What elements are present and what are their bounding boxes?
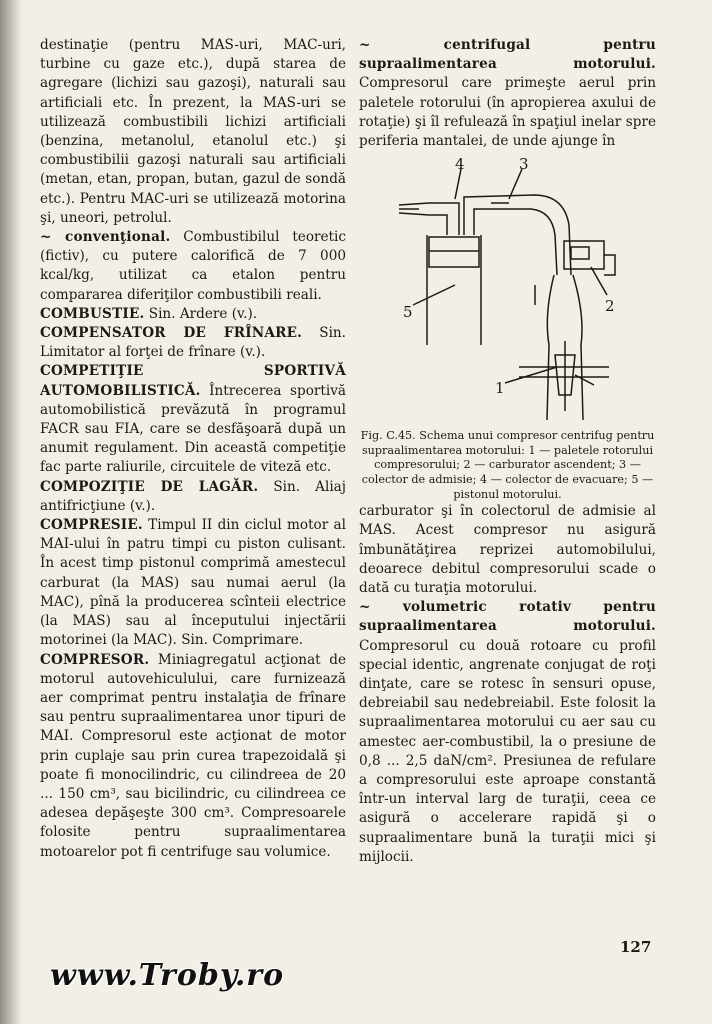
entry-text: Sin. Ardere (v.). [144,305,258,322]
entry-text: Sin. Limitator al forţei de frînare (v.). [40,325,346,361]
exhaust-manifold-pipe [399,213,447,235]
entry-term: COMPRESIE. [40,517,143,534]
figure-caption: Fig. C.45. Schema unui compresor centrifug pentru supraalimentarea motorului: 1 — paletele rotorului compresorului; 2 — carburator ascendent; 3 — colector de admisie; 4 — colector de evacuare; 5 — pistonul motorului. [360,429,655,501]
label-1-leader [505,367,557,383]
entry-compresie [40,516,346,650]
entry-text: Combustibilul teoretic (fictiv), cu putere calorifică de 7 000 kcal/kg, utilizat ca etalon pentru compararea diferiţilor combustibili reali. [40,229,346,303]
page-gutter-shadow [0,0,22,1024]
entry-term: COMPETIŢIE SPORTIVĂ AUTOMOBILISTICĂ. [40,363,346,399]
entry-text: Compresorul cu două rotoare cu profil special identic, angrenate conjugat de roţi dinţate, care se rotesc în sensuri opuse, debreiabil sau nedebreiabil. Este folosit la supraalimentarea motorului cu aer sau cu amestec aer-combustibil, la o presiune de 0,8 ... 2,5 daN/cm². Presiunea de refulare a compresorului este aproape constantă într-un interval larg de turaţii, ceea ce asigură o accelerare rapidă şi o supraalimentare bună la turaţii mici şi mijlocii. [359,637,656,865]
entry-term: ~ volumetric rotativ pentru supraalimentarea motorului. [359,599,656,635]
entry-conventional [40,228,346,305]
carburetor-inlet [604,255,615,275]
entry-term: COMBUSTIE. [40,305,145,322]
entry-term: COMPRESOR. [40,651,150,668]
entry-text: Miniagregatul acţionat de motorul autovehiculului, care furnizează aer comprimat pentru instalaţia de frînare sau pentru supraalimentarea unor tipuri de MAI. Compresorul este acţionat de motor prin cuplaje sau prin curea trapezoidală şi poate fi monocilindric, cu cilindreea de 20 ... 150 cm³, sau bicilindric, cu cilindreea ce adesea depăşeşte 300 cm³. Compresoarele folosite pentru supraalimentarea motoarelor pot fi centrifuge sau volumice. [40,651,346,860]
entry-volumetric [359,598,656,867]
figure-label-5: 5 [403,303,413,322]
figure-label-2: 2 [605,297,615,316]
site-watermark: www.Troby.ro [50,958,285,993]
entry-term: COMPOZIŢIE DE LAGĂR. [40,478,259,495]
entry-compresor [40,651,346,862]
entry-text: Sin. Aliaj antifricţiune (v.). [40,478,346,514]
compressor-housing-right [573,275,583,420]
right-column [359,36,656,867]
entry-centrifugal [359,36,656,151]
entry-combustie [40,305,346,324]
label-5-leader [413,285,455,305]
entry-compozitie [40,478,346,516]
exhaust-manifold-pipe-outer [399,203,459,235]
entry-competitie [40,362,346,477]
label-2-leader [591,267,607,295]
entry-centrifugal-continuation: carburator şi în colectorul de admisie al MAS. Acest compresor nu asigură îmbunătăţirea reprizei automobilului, deoarece debitul compresorului scade o dată cu turaţia motorului. [359,503,656,596]
label-3-leader [509,169,522,199]
entry-term: ~ centrifugal pentru supraalimentarea motorului. [359,37,656,73]
compressor-schematic-figure [359,155,656,427]
entry-text: Timpul II din ciclul motor al MAI-ului în patru timpi cu piston culisant. În acest timp pistonul comprimă amestecul carburat (la MAS) sau numai aerul (la MAC), pînă la producerea scînteii electrice (la MAS) sau al începutului injectării motorinei (la MAC). Sin. Comprimare. [40,517,346,649]
entry-compensator [40,324,346,362]
compressor-housing-left [547,275,554,420]
page-number: 127 [620,938,652,956]
figure-label-4: 4 [455,155,465,174]
label-4-leader [455,169,461,199]
intake-manifold-pipe-inner [474,209,557,275]
paragraph-combustibil-continuation: destinaţie (pentru MAS-uri, MAC-uri, turbine cu gaze etc.), după starea de agregare (lichizi sau gazoşi), naturali sau artificiali etc. În prezent, la MAS-uri se utilizează combustibili lichizi artificiali (benzina, metanolul, etanolul etc.) şi combustibilii gazoşi naturali sau artificiali (metan, etan, propan, butan, gazul de sondă etc.). Pentru MAC-uri se utilizează motorina şi, uneori, petrolul. [40,37,346,226]
left-column [40,36,346,862]
figure-label-1: 1 [495,379,505,398]
entry-text: Compresorul care primeşte aerul prin paletele rotorului (în apropierea axului de rotaţie) şi îl refulează în spaţiul inelar spre periferia mantalei, de unde ajunge în [359,75,656,150]
entry-term: COMPENSATOR DE FRÎNARE. [40,325,303,342]
piston-head [429,237,479,267]
carburetor-float-chamber [571,247,589,259]
entry-term: ~ convenţional. [40,229,171,246]
compressor-schematic-drawing [359,155,656,427]
entry-text: Întrecerea sportivă automobilistică prevăzută în programul FACR sau FIA, care se desfăşoară după un anumit regulament. Din această competiţie fac parte raliurile, circuitele de viteză etc. [40,382,346,476]
figure-label-3: 3 [519,155,529,174]
